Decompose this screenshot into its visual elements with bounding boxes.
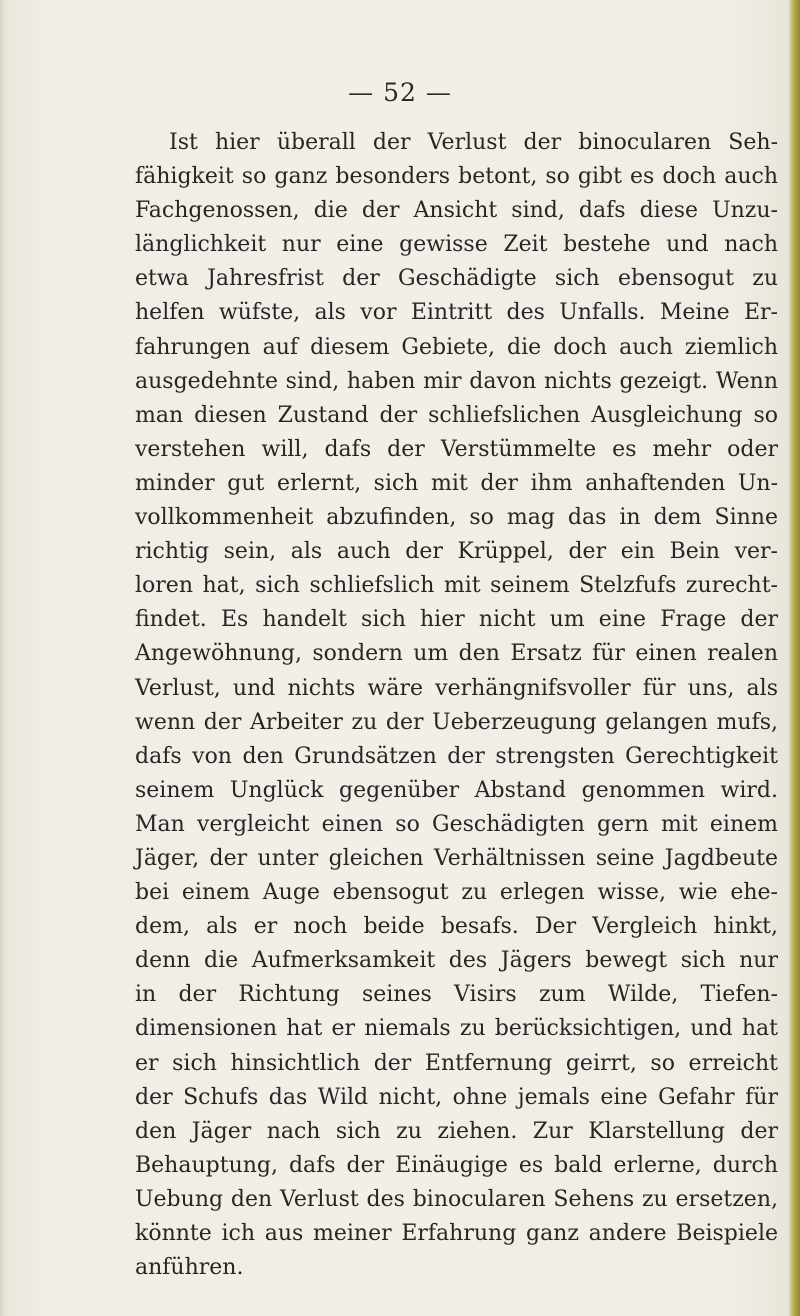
text-line: Behauptung, dafs der Einäugige es bald erlerne, durch xyxy=(135,1152,778,1178)
text-line: Man vergleicht einen so Geschädigten gern mit einem xyxy=(135,811,778,837)
text-line: vollkommenheit abzufinden, so mag das in dem Sinne xyxy=(135,505,778,531)
text-line: seinem Unglück gegenüber Abstand genommen wird. xyxy=(135,777,778,803)
text-line: dimensionen hat er niemals zu berücksichtigen, und hat xyxy=(135,1016,778,1042)
text-line: dem, als er noch beide besafs. Der Vergleich hinkt, xyxy=(135,914,778,940)
text-line: richtig sein, als auch der Krüppel, der ein Bein ver- xyxy=(135,539,778,565)
text-line: verstehen will, dafs der Verstümmelte es mehr oder xyxy=(135,436,778,462)
text-line: wenn der Arbeiter zu der Ueberzeugung gelangen mufs, xyxy=(135,709,778,735)
text-line: findet. Es handelt sich hier nicht um eine Frage der xyxy=(135,607,778,633)
body-paragraph xyxy=(135,126,778,1285)
text-line: Uebung den Verlust des binocularen Sehens zu ersetzen, xyxy=(135,1186,778,1212)
text-line: könnte ich aus meiner Erfahrung ganz andere Beispiele xyxy=(135,1221,778,1246)
text-line: fahrungen auf diesem Gebiete, die doch auch ziemlich xyxy=(135,334,778,360)
text-line: den Jäger nach sich zu ziehen. Zur Klarstellung der xyxy=(135,1118,778,1144)
text-line: man diesen Zustand der schliefslichen Ausgleichung so xyxy=(135,402,778,428)
text-line: Verlust, und nichts wäre verhängnifsvoller für uns, als xyxy=(135,675,778,701)
text-line: er sich hinsichtlich der Entfernung geirrt, so erreicht xyxy=(135,1050,778,1076)
text-line: helfen wüfste, als vor Eintritt des Unfalls. Meine Er- xyxy=(135,300,778,326)
page-right-edge xyxy=(788,0,800,1316)
text-line: in der Richtung seines Visirs zum Wilde, Tiefen- xyxy=(135,982,778,1008)
text-line: dafs von den Grundsätzen der strengsten Gerechtigkeit xyxy=(135,743,778,769)
text-line: etwa Jahresfrist der Geschädigte sich ebensogut zu xyxy=(135,266,778,292)
text-line: Fachgenossen, die der Ansicht sind, dafs diese Unzu- xyxy=(135,198,778,224)
text-line: anführen. xyxy=(135,1255,244,1281)
text-line: fähigkeit so ganz besonders betont, so gibt es doch auch xyxy=(135,164,778,190)
text-line: Jäger, der unter gleichen Verhältnissen seine Jagdbeute xyxy=(135,845,778,871)
page-number: — 52 — xyxy=(348,78,452,107)
text-line: ausgedehnte sind, haben mir davon nichts gezeigt. Wenn xyxy=(135,368,778,394)
text-line: denn die Aufmerksamkeit des Jägers bewegt sich nur xyxy=(135,948,778,974)
text-line: bei einem Auge ebensogut zu erlegen wisse, wie ehe- xyxy=(135,880,778,906)
text-line: der Schufs das Wild nicht, ohne jemals eine Gefahr für xyxy=(135,1084,778,1110)
text-line: länglichkeit nur eine gewisse Zeit bestehe und nach xyxy=(135,232,778,258)
text-line: minder gut erlernt, sich mit der ihm anhaftenden Un- xyxy=(135,470,778,496)
page-left-edge xyxy=(0,0,6,1316)
text-line: Ist hier überall der Verlust der binocularen Seh- xyxy=(169,130,778,155)
text-line: loren hat, sich schliefslich mit seinem Stelzfufs zurecht- xyxy=(135,573,778,599)
text-line: Angewöhnung, sondern um den Ersatz für einen realen xyxy=(135,641,778,667)
